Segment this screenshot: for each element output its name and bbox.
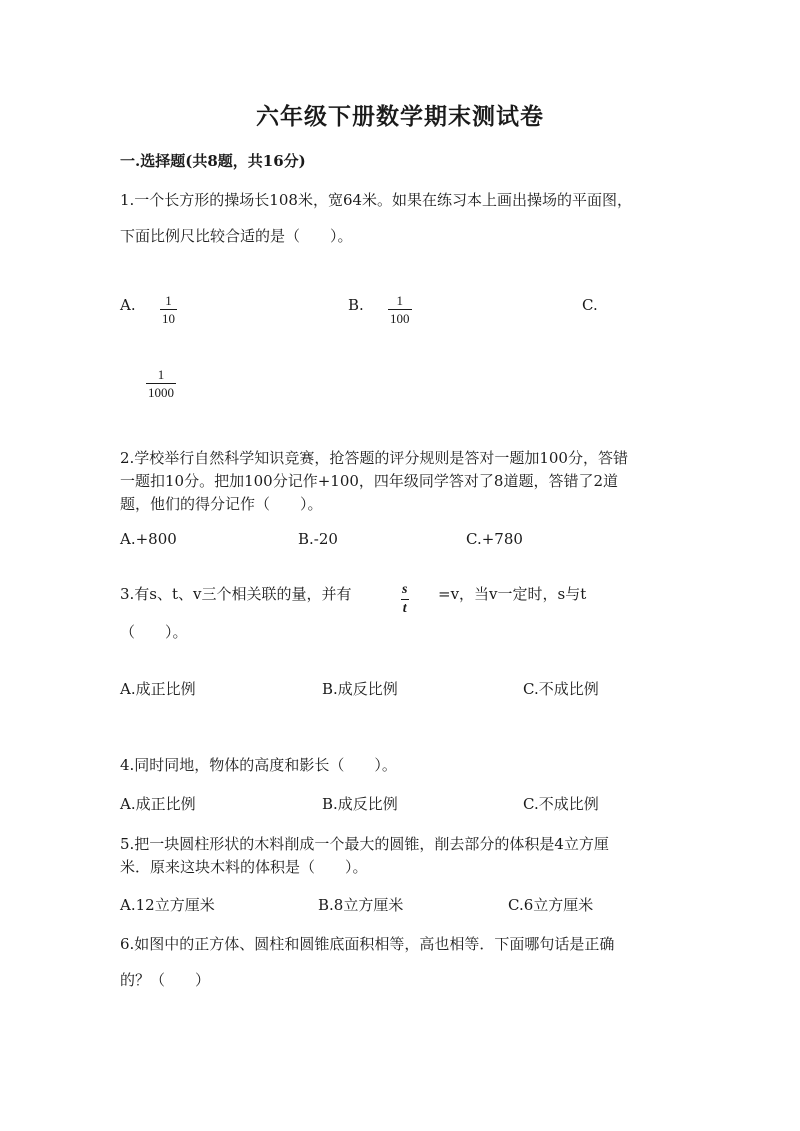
fraction-numerator: 1: [396, 293, 403, 308]
question-1-line-2: 下面比例尺比较合适的是（ ）。: [120, 227, 353, 245]
fraction-denominator: 1000: [148, 385, 174, 400]
q3-option-b: B.成反比例: [322, 680, 398, 698]
question-4-line-1: 4.同时同地，物体的高度和影长（ ）。: [120, 756, 397, 774]
q1-option-c-fraction: [146, 364, 176, 399]
q1-option-a-label: A.: [120, 296, 136, 314]
fraction-numerator: s: [402, 582, 408, 597]
q2-option-a: A.+800: [120, 530, 177, 548]
section-heading: 一.选择题(共8题，共16分): [120, 152, 306, 170]
question-6-line-1: 6.如图中的正方体、圆柱和圆锥底面积相等，高也相等．下面哪句话是正确: [120, 935, 615, 953]
question-1-line-1: 1.一个长方形的操场长108米，宽64米。如果在练习本上画出操场的平面图，: [120, 191, 633, 209]
q5-option-b: B.8立方厘米: [318, 896, 404, 914]
fraction-denominator: 100: [390, 311, 410, 326]
q1-option-b-fraction: [388, 290, 412, 325]
q1-option-c-label: C.: [582, 296, 598, 314]
q3-fraction-s-over-t: [400, 578, 409, 616]
question-6-line-2: 的？（ ）: [120, 971, 211, 989]
q1-option-a-fraction: [160, 290, 177, 325]
q5-option-a: A.12立方厘米: [120, 896, 215, 914]
q5-option-c: C.6立方厘米: [508, 896, 594, 914]
question-2-line-2: 一题扣10分。把加100分记作+100，四年级同学答对了8道题，答错了2道: [120, 472, 619, 490]
q2-option-c: C.+780: [466, 530, 523, 548]
fraction-numerator: 1: [165, 293, 172, 308]
question-3-line-2: （ ）。: [120, 623, 188, 641]
q3-option-a: A.成正比例: [120, 680, 196, 698]
q3-option-c: C.不成比例: [523, 680, 599, 698]
question-3-line-1-end: =v，当v一定时，s与t: [438, 585, 587, 603]
question-3-line-1-start: 3.有s、t、v三个相关联的量，并有: [120, 585, 352, 603]
fraction-denominator: 10: [162, 311, 175, 326]
question-2-line-1: 2.学校举行自然科学知识竞赛，抢答题的评分规则是答对一题加100分，答错: [120, 449, 628, 467]
page-title: 六年级下册数学期末测试卷: [256, 103, 544, 130]
q2-option-b: B.-20: [298, 530, 338, 548]
q4-option-a: A.成正比例: [120, 795, 196, 813]
q1-option-b-label: B.: [348, 296, 364, 314]
question-5-line-1: 5.把一块圆柱形状的木料削成一个最大的圆锥，削去部分的体积是4立方厘: [120, 835, 609, 853]
question-2-line-3: 题，他们的得分记作（ ）。: [120, 495, 323, 513]
fraction-denominator: t: [402, 601, 407, 616]
question-5-line-2: 米．原来这块木料的体积是（ ）。: [120, 858, 368, 876]
q4-option-b: B.成反比例: [322, 795, 398, 813]
q4-option-c: C.不成比例: [523, 795, 599, 813]
fraction-numerator: 1: [157, 367, 165, 382]
